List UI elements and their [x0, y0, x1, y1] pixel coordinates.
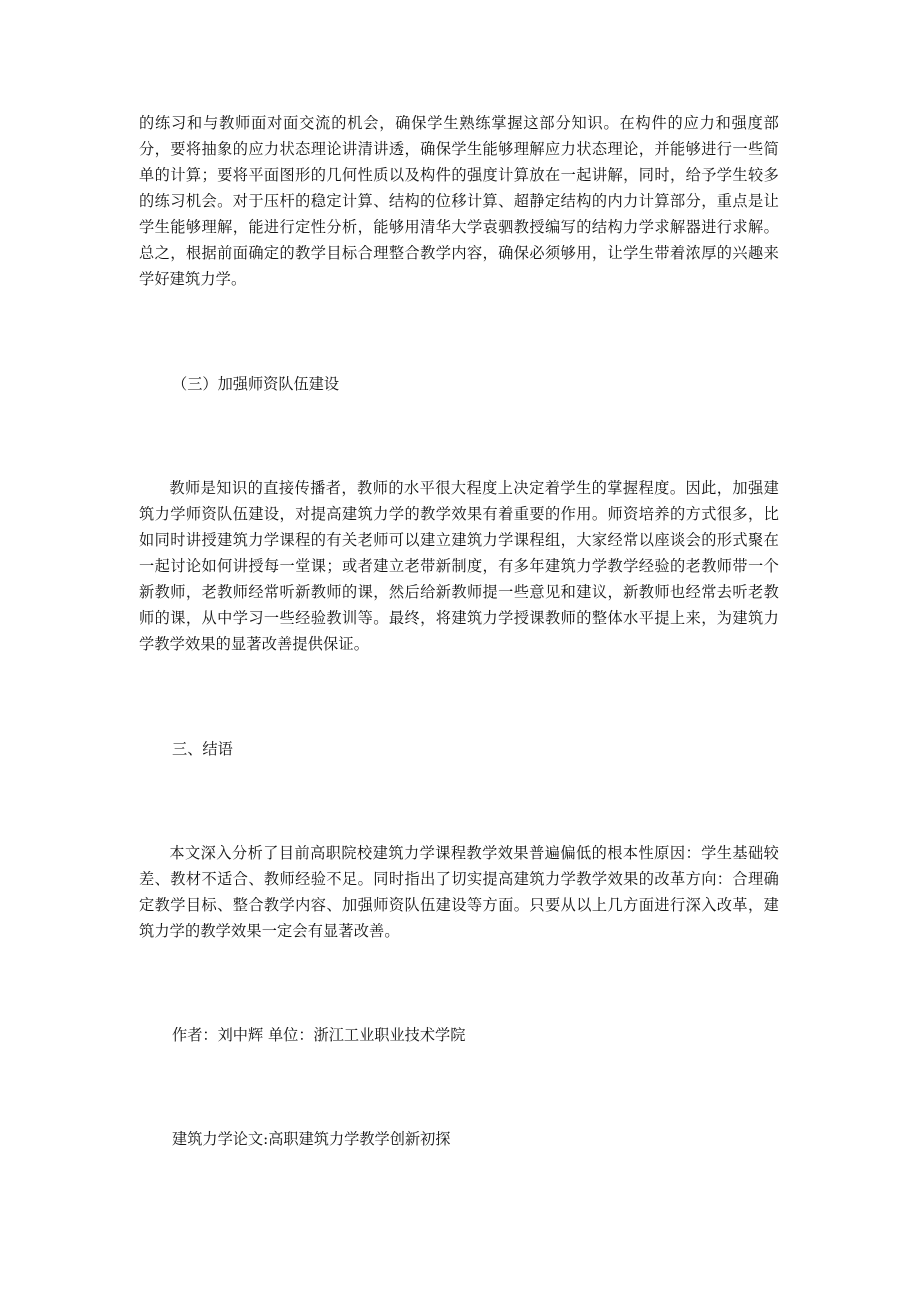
author-affiliation-line: 作者：刘中辉 单位：浙江工业职业技术学院	[172, 1026, 466, 1044]
paper-title: 建筑力学论文:高职建筑力学教学创新初探	[172, 1130, 451, 1148]
paragraph-conclusion: 本文深入分析了目前高职院校建筑力学课程教学效果普遍偏低的根本性原因：学生基础较差、教材不适合、教师经验不足。同时指出了切实提高建筑力学教学效果的改革方向：合理确定教学目标、整合教学内容、加强师资队伍建设等方面。只要从以上几方面进行深入改革，建筑力学的教学效果一定会有显著改善。	[139, 844, 779, 940]
paragraph-course-content: 的练习和与教师面对面交流的机会，确保学生熟练掌握这部分知识。在构件的应力和强度部分，要将抽象的应力状态理论讲清讲透，确保学生能够理解应力状态理论，并能够进行一些简单的计算；要将平面图形的几何性质以及构件的强度计算放在一起讲解，同时，给予学生较多的练习机会。对于压杆的稳定计算、结构的位移计算、超静定结构的内力计算部分，重点是让学生能够理解，能进行定性分析，能够用清华大学袁驷教授编写的结构力学求解器进行求解。总之，根据前面确定的教学目标合理整合教学内容，确保必须够用，让学生带着浓厚的兴趣来学好建筑力学。	[139, 114, 779, 288]
section-heading-teacher-team: （三）加强师资队伍建设	[172, 375, 340, 393]
section-heading-conclusion: 三、结语	[172, 740, 233, 758]
paragraph-teacher-team: 教师是知识的直接传播者，教师的水平很大程度上决定着学生的掌握程度。因此，加强建筑力学师资队伍建设，对提高建筑力学的教学效果有着重要的作用。师资培养的方式很多，比如同时讲授建筑力学课程的有关老师可以建立建筑力学课程组，大家经常以座谈会的形式聚在一起讨论如何讲授每一堂课；或者建立老带新制度，有多年建筑力学教学经验的老教师带一个新教师，老教师经常听新教师的课，然后给新教师提一些意见和建议，新教师也经常去听老教师的课，从中学习一些经验教训等。最终，将建筑力学授课教师的整体水平提上来，为建筑力学教学效果的显著改善提供保证。	[139, 479, 779, 653]
